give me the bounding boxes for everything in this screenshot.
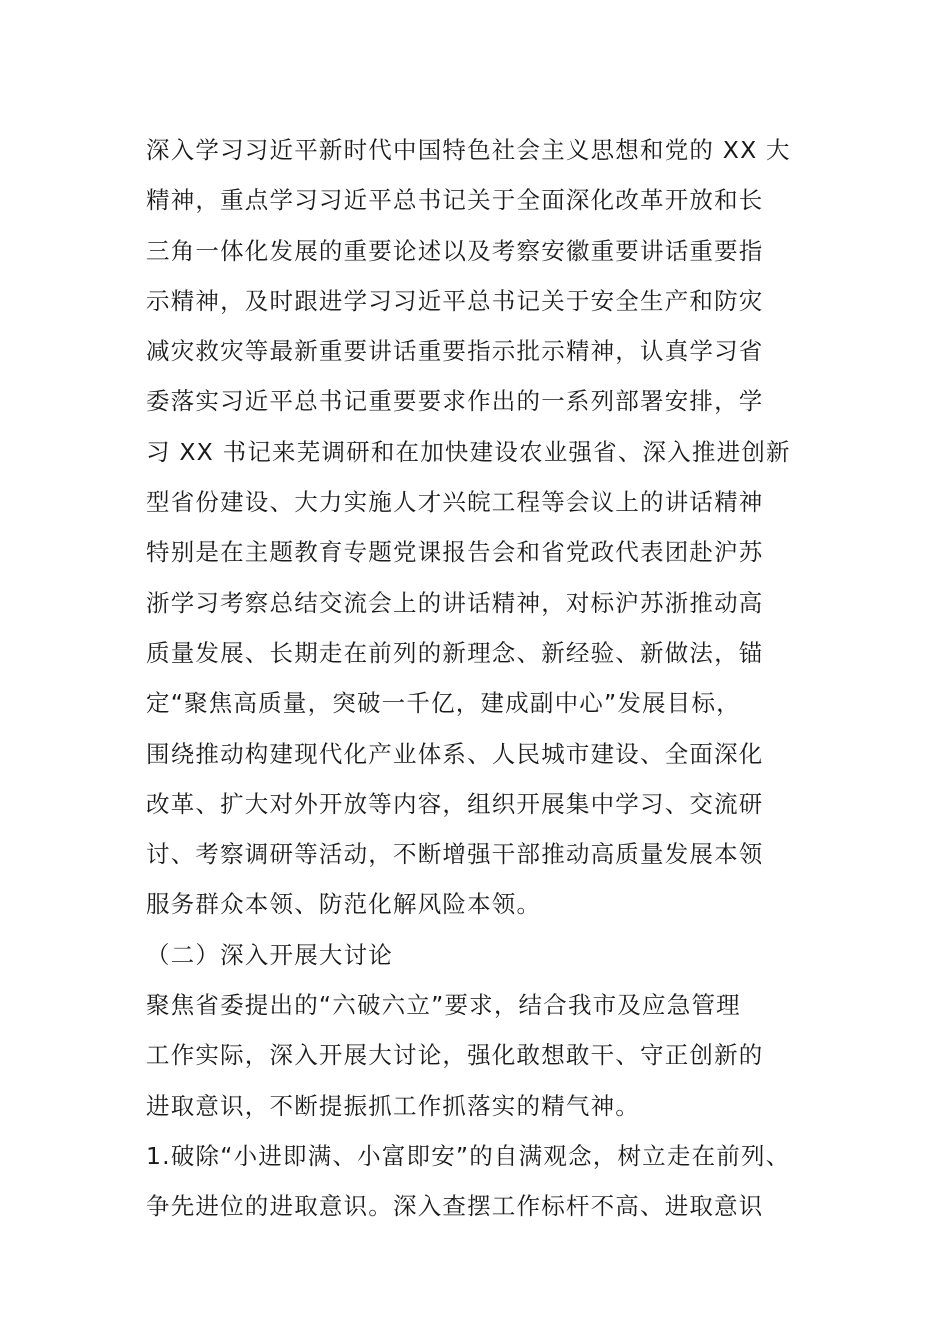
text-line: 特别是在主题教育专题党课报告会和省党政代表团赴沪苏 [146, 538, 764, 567]
text-line: 减灾救灾等最新重要讲话重要指示批示精神，认真学习省 [146, 337, 764, 366]
text-line: 服务群众本领、防范化解风险本领。 [146, 890, 542, 919]
text-line: 委落实习近平总书记重要要求作出的一系列部署安排，学 [146, 387, 764, 416]
text-line: 改革、扩大对外开放等内容，组织开展集中学习、交流研 [146, 789, 764, 818]
text-line: 浙学习考察总结交流会上的讲话精神，对标沪苏浙推动高 [146, 588, 764, 617]
text-line: 聚焦省委提出的“六破六立”要求，结合我市及应急管理 [146, 991, 741, 1020]
text-line: 争先进位的进取意识。深入查摆工作标杆不高、进取意识 [146, 1192, 764, 1221]
text-line: 精神，重点学习习近平总书记关于全面深化改革开放和长 [146, 186, 764, 215]
text-line: 进取意识，不断提振抓工作抓落实的精气神。 [146, 1091, 640, 1120]
text-line: 定“聚焦高质量，突破一千亿，建成副中心”发展目标， [146, 689, 741, 718]
text-line: 讨、考察调研等活动，不断增强干部推动高质量发展本领 [146, 840, 764, 869]
document-body [146, 125, 826, 1232]
text-line: 示精神，及时跟进学习习近平总书记关于安全生产和防灾 [146, 286, 764, 315]
text-line: 三角一体化发展的重要论述以及考察安徽重要讲话重要指 [146, 236, 764, 265]
text-line: 质量发展、长期走在前列的新理念、新经验、新做法，锚 [146, 638, 764, 667]
text-line: 工作实际，深入开展大讨论，强化敢想敢干、守正创新的 [146, 1041, 764, 1070]
text-line: 深入学习习近平新时代中国特色社会主义思想和党的 XX 大 [146, 136, 791, 164]
text-line: 型省份建设、大力实施人才兴皖工程等会议上的讲话精神 [146, 488, 764, 517]
text-line: 围绕推动构建现代化产业体系、人民城市建设、全面深化 [146, 739, 764, 768]
text-line: 1.破除“小进即满、小富即安”的自满观念，树立走在前列、 [146, 1141, 791, 1170]
text-line: 习 XX 书记来芜调研和在加快建设农业强省、深入推进创新 [146, 437, 791, 466]
section-heading: （二）深入开展大讨论 [146, 940, 393, 969]
